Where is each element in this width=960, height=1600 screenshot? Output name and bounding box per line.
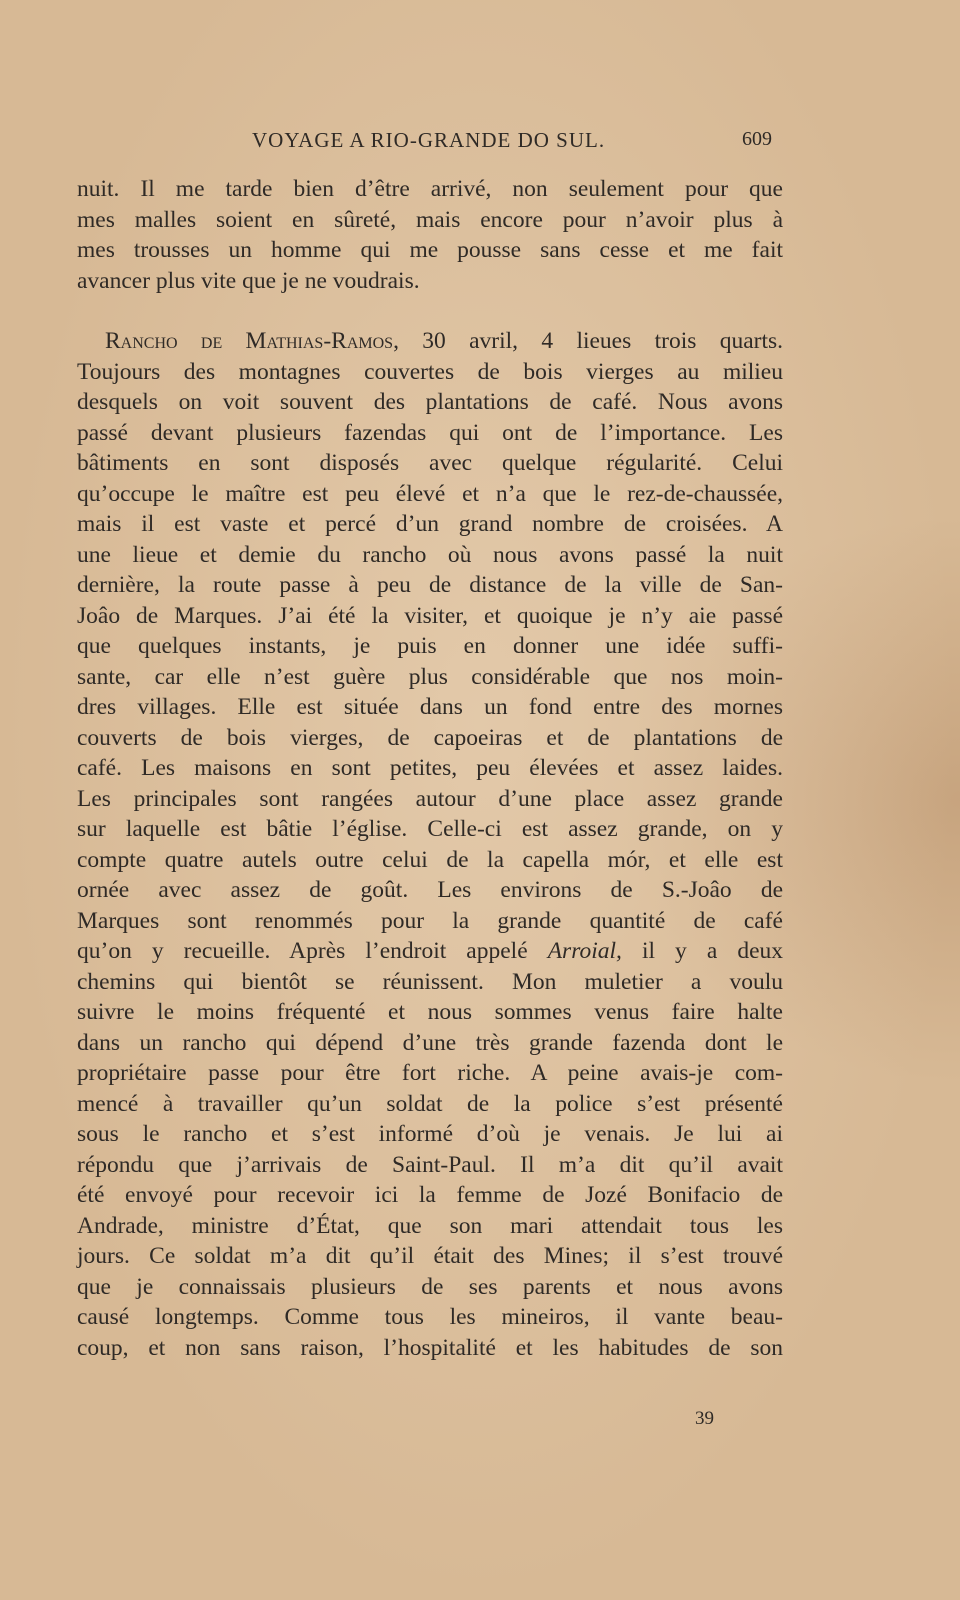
- text-line: Joâo de Marques. J’ai été la visiter, et quoique je n’y aie passé: [77, 602, 783, 629]
- text-line: mencé à travailler qu’un soldat de la police s’est présenté: [77, 1090, 783, 1117]
- text-line: mais il est vaste et percé d’un grand nombre de croisées. A: [77, 511, 783, 537]
- text-line: jours. Ce soldat m’a dit qu’il était des Mines; il s’est trouvé: [77, 1243, 783, 1269]
- text-line: été envoyé pour recevoir ici la femme de Jozé Bonifacio de: [77, 1182, 783, 1208]
- text-line: nuit. Il me tarde bien d’être arrivé, non seulement pour que: [77, 176, 783, 202]
- text-line: desquels on voit souvent des plantations de café. Nous avons: [77, 389, 783, 415]
- text-line: Marques sont renommés pour la grande quantité de café: [77, 907, 783, 934]
- text-line: compte quatre autels outre celui de la capella mór, et elle est: [77, 846, 783, 873]
- entry-place-name: Rancho de Mathias-Ramos,: [105, 328, 399, 354]
- text-line: sur laquelle est bâtie l’église. Celle-ci est assez grande, on y: [77, 816, 783, 842]
- text-line: couverts de bois vierges, de capoeiras et de plantations de: [77, 724, 783, 751]
- text-segment: qu’on y recueille. Après l’endroit appelé: [77, 938, 548, 964]
- text-line: avancer plus vite que je ne voudrais.: [77, 267, 420, 294]
- text-line: que je connaissais plusieurs de ses parents et nous avons: [77, 1273, 783, 1300]
- running-title: VOYAGE A RIO-GRANDE DO SUL.: [252, 128, 606, 152]
- text-line: dres villages. Elle est située dans un fond entre des mornes: [77, 694, 783, 720]
- text-line: sous le rancho et s’est informé d’où je venais. Je lui ai: [77, 1121, 783, 1147]
- text-line: causé longtemps. Comme tous les mineiros, il vante beau-: [77, 1304, 783, 1330]
- text-line: café. Les maisons en sont petites, peu élevées et assez laides.: [77, 755, 783, 781]
- text-line: qu’occupe le maître est peu élevé et n’a que le rez-de-chaussée,: [77, 480, 783, 507]
- text-line: coup, et non sans raison, l’hospitalité et les habitudes de son: [77, 1334, 783, 1361]
- text-line: Toujours des montagnes couvertes de bois vierges au milieu: [77, 358, 783, 385]
- text-line: ornée avec assez de goût. Les environs de S.-Joâo de: [77, 877, 783, 903]
- text-line: mes trousses un homme qui me pousse sans cesse et me fait: [77, 237, 783, 263]
- text-line: que quelques instants, je puis en donner une idée suffi-: [77, 633, 783, 659]
- text-line: Andrade, ministre d’État, que son mari attendait tous les: [77, 1212, 783, 1239]
- body-text: [77, 174, 783, 1363]
- text-line: dernière, la route passe à peu de distance de la ville de San-: [77, 572, 783, 598]
- text-line: chemins qui bientôt se réunissent. Mon muletier a voulu: [77, 968, 783, 995]
- italic-place-name: Arroial,: [547, 938, 622, 964]
- text-line: propriétaire passe pour être fort riche. A peine avais-je com-: [77, 1060, 783, 1086]
- text-line: bâtiments en sont disposés avec quelque régularité. Celui: [77, 450, 783, 476]
- text-line: répondu que j’arrivais de Saint-Paul. Il m’a dit qu’il avait: [77, 1151, 783, 1178]
- text-line: suivre le moins fréquenté et nous sommes venus faire halte: [77, 999, 783, 1025]
- text-segment: il y a deux: [621, 938, 784, 964]
- text-line: dans un rancho qui dépend d’une très grande fazenda dont le: [77, 1029, 783, 1056]
- signature-mark: 39: [695, 1408, 714, 1429]
- text-line: une lieue et demie du rancho où nous avons passé la nuit: [77, 541, 783, 568]
- text-line: passé devant plusieurs fazendas qui ont de l’importance. Les: [77, 419, 783, 446]
- text-line: sante, car elle n’est guère plus considérable que nos moin-: [77, 663, 783, 690]
- entry-date-distance: 30 avril, 4 lieues trois quarts.: [398, 328, 783, 354]
- text-line: mes malles soient en sûreté, mais encore pour n’avoir plus à: [77, 206, 783, 233]
- text-line: Les principales sont rangées autour d’une place assez grande: [77, 785, 783, 812]
- entry-heading-line: [77, 326, 783, 357]
- page-number: 609: [742, 128, 772, 150]
- text-line-with-italic: [77, 936, 783, 967]
